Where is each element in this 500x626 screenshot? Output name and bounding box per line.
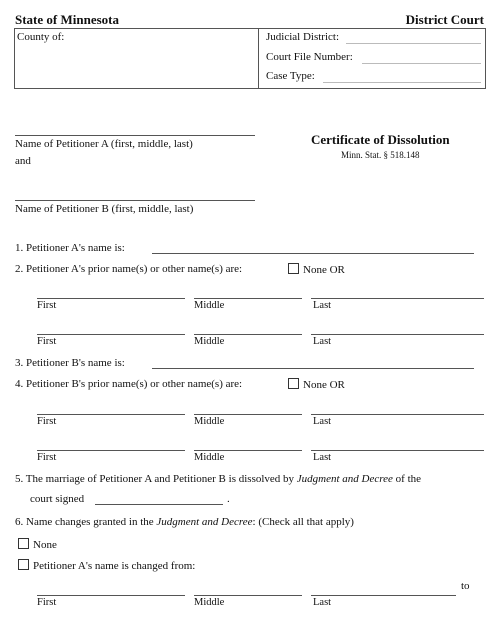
- b-prior-first-2-field[interactable]: [37, 450, 185, 451]
- item-5-period: .: [227, 493, 230, 505]
- item-2-none-option[interactable]: [288, 263, 345, 276]
- a-prior-last-1-caption: Last: [313, 300, 332, 311]
- item-6-none-option[interactable]: [18, 538, 57, 551]
- item-6-judgment-italic: Judgment and Decree: [156, 516, 253, 528]
- item-5-suffix: of the: [392, 473, 422, 485]
- b-prior-first-1-caption: First: [37, 416, 57, 427]
- b-prior-last-2-field[interactable]: [311, 450, 484, 451]
- b-prior-first-1-field[interactable]: [37, 414, 185, 415]
- item-6-text: [15, 516, 354, 528]
- to-label: to: [461, 580, 470, 592]
- b-prior-last-1-caption: Last: [313, 416, 332, 427]
- court-file-number-label: Court File Number:: [266, 51, 353, 63]
- a-prior-last-2-caption: Last: [313, 336, 332, 347]
- a-changed-first-field[interactable]: [37, 595, 185, 596]
- petitioner-a-name-line[interactable]: [152, 253, 474, 254]
- petitioner-b-name-line[interactable]: [152, 368, 474, 369]
- a-prior-first-1-field[interactable]: [37, 298, 185, 299]
- county-label: County of:: [17, 31, 65, 43]
- case-type-field[interactable]: [323, 82, 481, 83]
- a-prior-last-2-field[interactable]: [311, 334, 484, 335]
- judicial-district-label: Judicial District:: [266, 31, 340, 43]
- petitioner-a-changed-option[interactable]: [18, 559, 195, 572]
- item-6-prefix: 6. Name changes granted in the: [15, 516, 157, 528]
- item-2-none-checkbox[interactable]: [288, 263, 299, 274]
- header-box: [14, 28, 486, 89]
- item-4-none-checkbox[interactable]: [288, 378, 299, 389]
- item-2-label: 2. Petitioner A's prior name(s) or other name(s) are:: [15, 263, 243, 275]
- petitioner-a-name-field[interactable]: [15, 135, 255, 136]
- header-box-divider: [258, 28, 259, 89]
- a-changed-last-field[interactable]: [311, 595, 456, 596]
- item-1-label: 1. Petitioner A's name is:: [15, 242, 125, 254]
- item-6-none-checkbox[interactable]: [18, 538, 29, 549]
- and-label: and: [15, 155, 31, 167]
- item-6-none-label: None: [33, 539, 57, 551]
- court-heading: District Court: [405, 12, 484, 27]
- a-prior-first-2-caption: First: [37, 336, 57, 347]
- state-heading: State of Minnesota: [15, 12, 119, 27]
- item-5-court-signed-label: court signed: [30, 493, 85, 505]
- petitioner-b-name-field[interactable]: [15, 200, 255, 201]
- a-changed-middle-caption: Middle: [194, 597, 225, 608]
- court-file-number-field[interactable]: [362, 63, 481, 64]
- judicial-district-field[interactable]: [346, 43, 481, 44]
- item-3-label: 3. Petitioner B's name is:: [15, 357, 125, 369]
- a-prior-middle-1-caption: Middle: [194, 300, 225, 311]
- petitioner-b-caption: Name of Petitioner B (first, middle, last): [15, 203, 194, 215]
- a-prior-first-1-caption: First: [37, 300, 57, 311]
- court-signed-date-field[interactable]: [95, 504, 223, 505]
- a-prior-last-1-field[interactable]: [311, 298, 484, 299]
- a-changed-middle-field[interactable]: [194, 595, 302, 596]
- a-changed-first-caption: First: [37, 597, 57, 608]
- item-4-none-option[interactable]: [288, 378, 345, 391]
- petitioner-a-caption: Name of Petitioner A (first, middle, last): [15, 138, 193, 150]
- petitioner-a-changed-label: Petitioner A's name is changed from:: [33, 560, 196, 572]
- b-prior-middle-2-field[interactable]: [194, 450, 302, 451]
- a-prior-middle-1-field[interactable]: [194, 298, 302, 299]
- b-prior-last-2-caption: Last: [313, 452, 332, 463]
- case-type-label: Case Type:: [266, 70, 315, 82]
- item-6-suffix: : (Check all that apply): [252, 516, 354, 528]
- b-prior-middle-2-caption: Middle: [194, 452, 225, 463]
- b-prior-middle-1-field[interactable]: [194, 414, 302, 415]
- a-prior-middle-2-field[interactable]: [194, 334, 302, 335]
- item-2-none-or-label: None OR: [303, 264, 345, 276]
- item-5-judgment-italic: Judgment and Decree: [296, 473, 393, 485]
- item-5-prefix: 5. The marriage of Petitioner A and Petitioner B is dissolved by: [15, 473, 297, 485]
- document-title: Certificate of Dissolution: [311, 132, 450, 147]
- a-prior-middle-2-caption: Middle: [194, 336, 225, 347]
- item-5-text: [15, 473, 421, 485]
- item-4-none-or-label: None OR: [303, 379, 345, 391]
- statute-reference: Minn. Stat. § 518.148: [341, 150, 420, 160]
- b-prior-last-1-field[interactable]: [311, 414, 484, 415]
- a-prior-first-2-field[interactable]: [37, 334, 185, 335]
- item-4-label: 4. Petitioner B's prior name(s) or other name(s) are:: [15, 378, 243, 390]
- b-prior-middle-1-caption: Middle: [194, 416, 225, 427]
- petitioner-a-changed-checkbox[interactable]: [18, 559, 29, 570]
- a-changed-last-caption: Last: [313, 597, 332, 608]
- b-prior-first-2-caption: First: [37, 452, 57, 463]
